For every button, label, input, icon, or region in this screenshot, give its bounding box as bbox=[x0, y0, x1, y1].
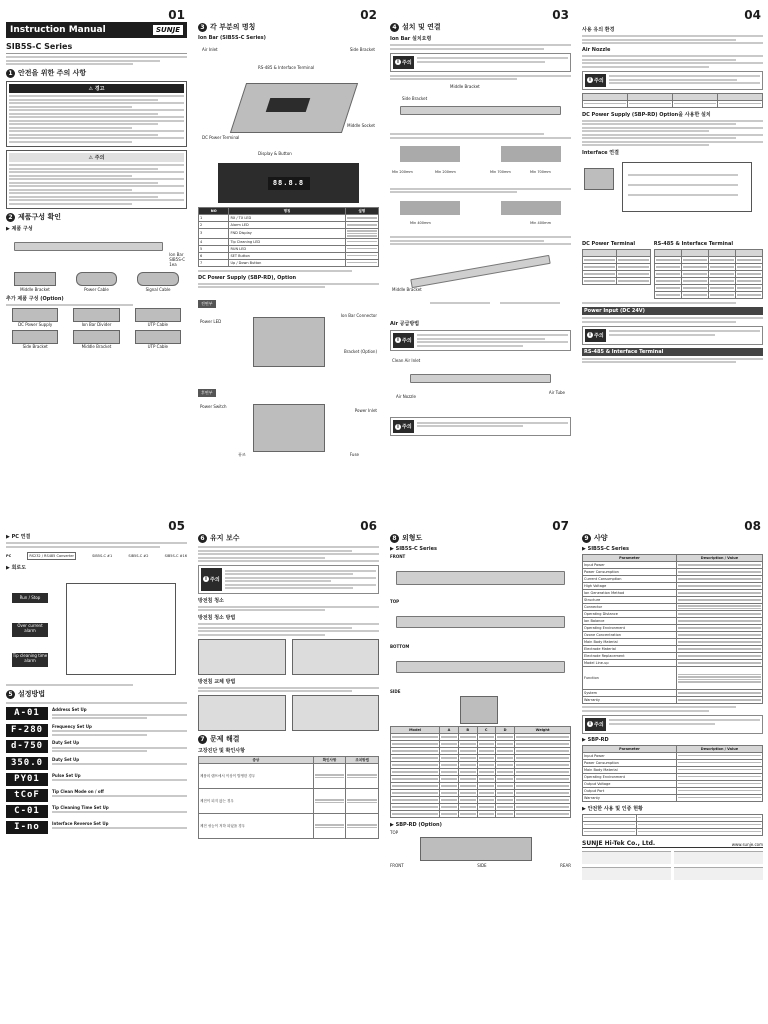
section-settings: 5 설정방법 bbox=[6, 689, 187, 699]
maintenance-note: i 주의 bbox=[198, 565, 379, 594]
info-icon: i bbox=[395, 337, 401, 343]
setting-interface: I-no Interface Reverse Set Up bbox=[6, 821, 187, 834]
page-number: 01 bbox=[168, 8, 185, 22]
page-number: 08 bbox=[744, 519, 761, 533]
setting-duty-2: 350.0 Duty Set Up bbox=[6, 757, 187, 770]
replace-subtitle: 방전침 교체 방법 bbox=[198, 678, 236, 685]
warning-icon: ⚠ bbox=[88, 86, 94, 92]
info-icon: i bbox=[203, 576, 209, 582]
page-number: 06 bbox=[360, 519, 377, 533]
pc-subtitle: ▶ PC 연결 bbox=[6, 534, 31, 540]
setting-tip-clean: tCoF Tip Clean Mode on / off bbox=[6, 789, 187, 802]
contact-grid bbox=[582, 851, 763, 880]
company-footer bbox=[582, 840, 763, 848]
options-title: 추가 제품 구성 (Option) bbox=[6, 296, 64, 302]
section-maintenance: 6 유지 보수 bbox=[198, 533, 379, 543]
manual-header bbox=[6, 22, 187, 38]
section-names: 3 각 부분의 명칭 bbox=[198, 22, 379, 32]
dim-model: ▶ SIB5S-C Series bbox=[390, 546, 437, 552]
circuit-diagram: Run / Stop Over current alarm Tip cleaning time alarm bbox=[6, 573, 187, 683]
section-dimensions: 8 외형도 bbox=[390, 533, 571, 543]
setting-duty: d-750 Duty Set Up bbox=[6, 740, 187, 754]
page-05 bbox=[4, 515, 189, 1020]
install-note: i 주의 bbox=[390, 53, 571, 72]
page-07 bbox=[388, 515, 573, 1020]
env-table bbox=[582, 93, 763, 108]
spec-table: Parameter Description / Value Input Power Power Consumption Current Consumption High Voltage Ion Generation Method Structure Connector Operating Distance Ion Balance Operating Environment Ozone Concentration Main Body Material Electrode Material Electrode Replacement Model Line-up Function System Warranty bbox=[582, 554, 763, 704]
power-note: i 주의 bbox=[582, 326, 763, 345]
dcps-views-row: FRONT SIDE REAR bbox=[390, 863, 571, 868]
page-number: 03 bbox=[552, 8, 569, 22]
ionbar-diagram: Air Inlet Side Bracket RS-485 & Interface Terminal DC Power Terminal Middle Socket Display & Button bbox=[202, 47, 375, 156]
mount-subtitle: Ion Bar 설치요령 bbox=[390, 36, 432, 42]
interface-subtitle: Interface 연결 bbox=[582, 150, 619, 156]
page-06 bbox=[196, 515, 381, 1020]
section-specs: 9 사양 bbox=[582, 533, 763, 543]
air-note: i 주의 bbox=[390, 330, 571, 352]
display-panel: 88.8.8 bbox=[218, 163, 359, 203]
spec-note: i 주의 bbox=[582, 715, 763, 734]
air-diagram: Clean Air Inlet Air Nozzle Air Tube bbox=[392, 358, 565, 399]
dcps-subtitle: DC Power Supply (SBP-RD), Option bbox=[198, 274, 297, 281]
nozzle-note: i 주의 bbox=[582, 71, 763, 90]
spacing-diagram-1: Min 200mm Min 200mm Min 700mm Min 700mm bbox=[390, 140, 571, 186]
page-02 bbox=[196, 4, 381, 509]
page-number: 04 bbox=[744, 8, 761, 22]
page-08 bbox=[580, 515, 765, 1020]
parts-row: Middle Bracket Power Cable Signal Cable bbox=[6, 272, 187, 292]
front-label: 전면부 bbox=[198, 300, 216, 308]
warranty-table bbox=[582, 814, 763, 836]
caution-title: ⚠ 주의 bbox=[9, 153, 184, 162]
spec-model: ▶ SIB5S-C Series bbox=[582, 546, 629, 552]
trouble-subtitle: 고장진단 및 확인사항 bbox=[198, 748, 245, 754]
dcps-front-diagram: Power LED Ion Bar Connector Bracket (Option) bbox=[198, 309, 379, 379]
model-title: SIB5S-C Series bbox=[6, 42, 187, 54]
section-troubleshoot: 7 문제 해결 bbox=[198, 734, 379, 744]
dcps-top-view: TOP bbox=[390, 830, 399, 835]
setting-pulse: PY01 Pulse Set Up bbox=[6, 773, 187, 786]
bracket-diagram: Middle Bracket Side Bracket bbox=[390, 82, 571, 132]
manual-title: Instruction Manual bbox=[10, 25, 106, 35]
section-components: 2 제품구성 확인 bbox=[6, 212, 187, 222]
power-input-title: Power Input (DC 24V) bbox=[582, 307, 763, 315]
view-bottom: BOTTOM bbox=[390, 644, 410, 649]
interface-diagram bbox=[582, 158, 763, 238]
spacing-diagram-2: Min 400mm Min 400mm bbox=[390, 195, 571, 235]
warning-box bbox=[6, 81, 187, 147]
dimension-table: Model A B C D Weight bbox=[390, 726, 571, 818]
dcps-spec-table: Parameter Description / Value Input Power Power Consumption Main Body Material Operating Environment Output Voltage Output Port Warranty bbox=[582, 745, 763, 802]
setting-address: A-01 Address Set Up bbox=[6, 707, 187, 721]
brand-logo: SUNJE bbox=[153, 25, 183, 35]
warning-title: ⚠ 경고 bbox=[9, 84, 184, 93]
trouble-table: 증상 확인사항 조치방법 제품의 램프에서 이상이 발생한 경우 제전이 되지 않는 경우 제전 성능이 저하 되었을 경우 bbox=[198, 756, 379, 839]
page-number: 07 bbox=[552, 519, 569, 533]
info-icon: i bbox=[587, 721, 593, 727]
components-subtitle: ▶ 제품 구성 bbox=[6, 226, 33, 232]
bracket-detail-diagram: Middle Bracket bbox=[390, 247, 571, 317]
rear-label: 후면부 bbox=[198, 389, 216, 397]
clean-method-subtitle: 방전침 청소 방법 bbox=[198, 615, 236, 621]
setting-tip-time: C-01 Tip Cleaning Time Set Up bbox=[6, 805, 187, 818]
circuit-subtitle: ▶ 회로도 bbox=[6, 564, 27, 571]
warranty-title: ▶ 안전한 사용 및 인증 현황 bbox=[582, 805, 643, 812]
page-04 bbox=[580, 4, 765, 509]
company-website[interactable]: www.sunje.com bbox=[731, 841, 763, 847]
dcps-conn-subtitle: DC Power Supply (SBP-RD) Option을 사용한 설치 bbox=[582, 111, 711, 118]
page-number: 05 bbox=[168, 519, 185, 533]
section-safety: 1 안전을 위한 주의 사항 bbox=[6, 68, 187, 78]
rs485-title: RS-485 & Interface Terminal bbox=[582, 348, 763, 356]
info-icon: i bbox=[587, 332, 593, 338]
air-subtitle: Air 공급방법 bbox=[390, 320, 420, 327]
pc-connection-diagram: PC RS232 / RS485 Converter SIB5S-C #1 SIB5S-C #2 SIB5S-C #16 bbox=[6, 553, 187, 558]
section-install: 4 설치 및 연결 bbox=[390, 22, 571, 32]
info-icon: i bbox=[587, 77, 593, 83]
nozzle-subtitle: Air Nozzle bbox=[582, 47, 611, 53]
env-subtitle: 사용 유의 환경 bbox=[582, 27, 615, 33]
options-grid: DC Power Supply Ion Bar Divider UTP Cable Side Bracket Middle Bracket UTP Cable bbox=[6, 308, 187, 349]
caution-box bbox=[6, 150, 187, 209]
page-03 bbox=[388, 4, 573, 509]
names-table: NO 명칭 설명 1 RX / TX LED 2 Alarm LED 3 FND Display 4 Tip Cleaning LED 5 RUN LED 6 SET Button 7 Up / Down Button bbox=[198, 207, 379, 267]
view-side: SIDE bbox=[390, 689, 401, 694]
info-icon: i bbox=[395, 59, 401, 65]
replace-illustration bbox=[198, 695, 379, 731]
air-note-2: i 주의 bbox=[390, 417, 571, 436]
caution-icon: ⚠ bbox=[88, 155, 94, 161]
ionbar-image: Ion Bar SIB5S-C 1ea bbox=[6, 234, 187, 270]
dcps-dim-subtitle: ▶ SBP-RD (Option) bbox=[390, 822, 442, 828]
page-01 bbox=[4, 4, 189, 509]
info-icon: i bbox=[395, 424, 401, 430]
clean-subtitle: 방전침 청소 bbox=[198, 597, 224, 604]
cleaning-illustration bbox=[198, 639, 379, 675]
company-name: SUNJE Hi-Tek Co., Ltd. bbox=[582, 839, 656, 847]
dcps-spec-model: ▶ SBP-RD bbox=[582, 736, 609, 743]
setting-frequency: F-280 Frequency Set Up bbox=[6, 724, 187, 738]
view-top: TOP bbox=[390, 599, 400, 604]
page-number: 02 bbox=[360, 8, 377, 22]
terminal-tables: DC Power Terminal RS-485 & Interface Terminal bbox=[582, 238, 763, 299]
view-front: FRONT bbox=[390, 554, 406, 559]
ionbar-subtitle: Ion Bar (SIB5S-C Series) bbox=[198, 35, 266, 41]
dcps-rear-diagram: Power Switch Power Inlet 퓨즈 Fuse bbox=[200, 403, 377, 457]
